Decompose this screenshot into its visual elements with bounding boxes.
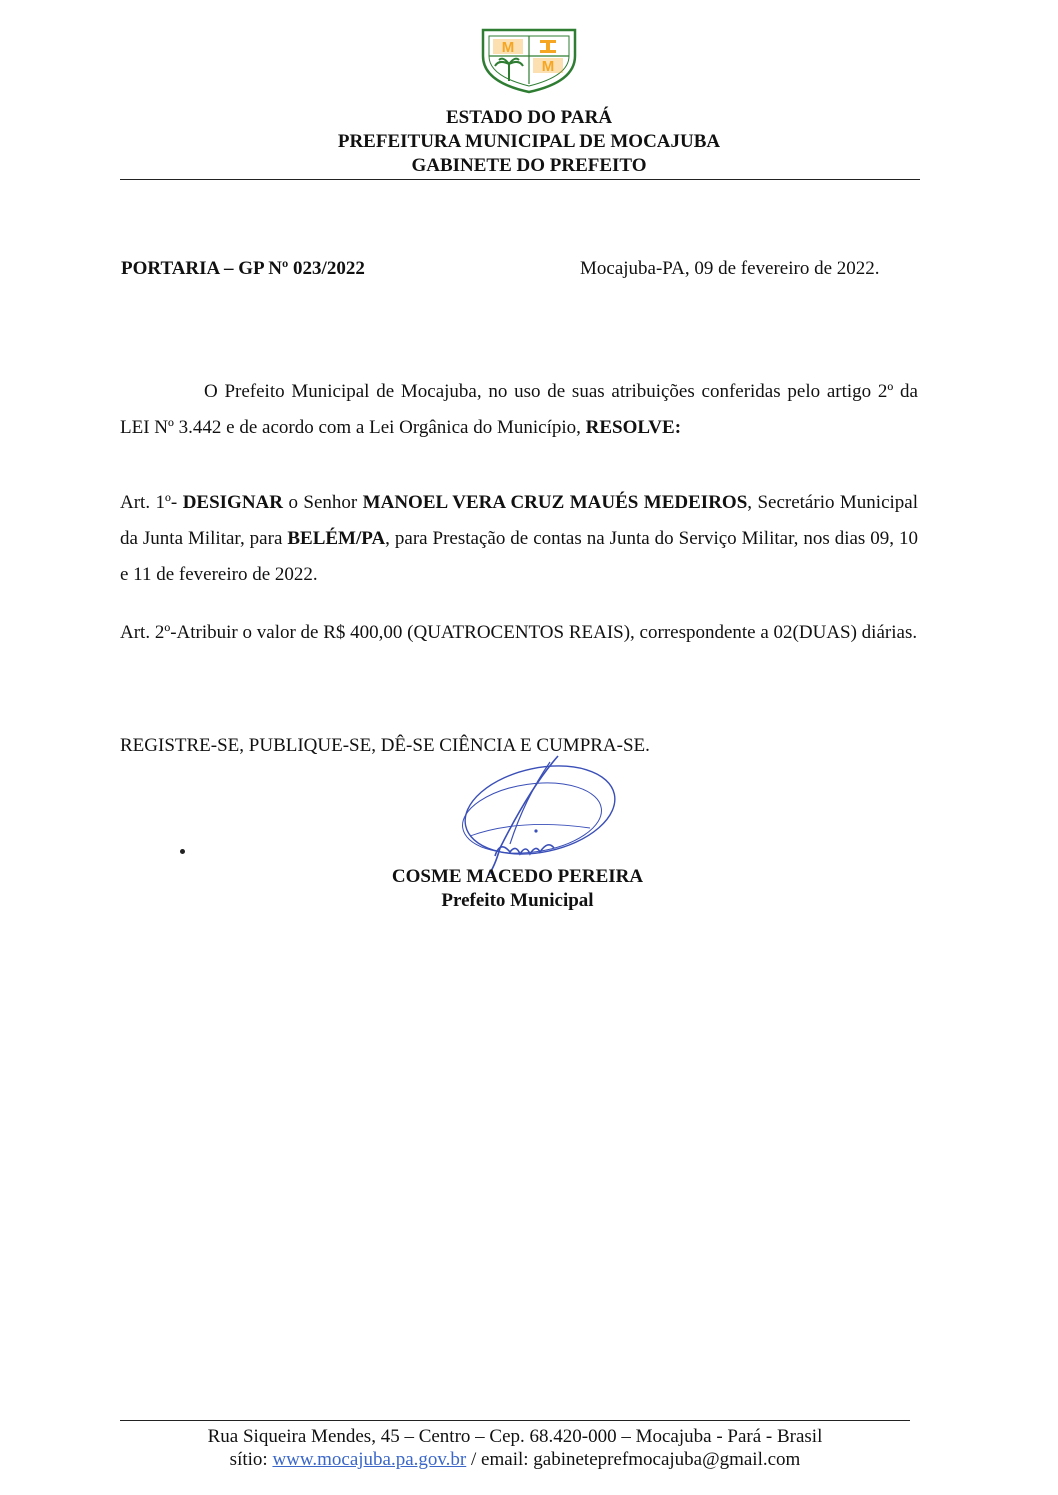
- site-label: sítio:: [229, 1449, 273, 1470]
- ink-speck: [180, 849, 185, 854]
- header-divider: [120, 179, 920, 180]
- document-date: Mocajuba-PA, 09 de fevereiro de 2022.: [580, 258, 880, 279]
- website-link[interactable]: www.mocajuba.pa.gov.br: [272, 1449, 467, 1470]
- signatory-role: Prefeito Municipal: [441, 890, 594, 911]
- article-1: [120, 485, 918, 593]
- footer-address: Rua Siqueira Mendes, 45 – Centro – Cep. 68.420-000 – Mocajuba - Pará - Brasil: [207, 1426, 823, 1447]
- intro-paragraph: [120, 374, 918, 446]
- header-state: ESTADO DO PARÁ: [445, 107, 613, 128]
- crest-letter-bottom: M: [541, 58, 555, 75]
- crest-letter-top: M: [501, 39, 515, 56]
- email-address: gabineteprefmocajuba@gmail.com: [533, 1449, 801, 1470]
- handwritten-signature: [440, 748, 620, 878]
- article-1-text-c: , para Prestação de contas na Junta do Serviço Militar, nos dias 09, 10 e 11 de fevereiro de 2022.: [120, 528, 918, 585]
- document-number: PORTARIA – GP Nº 023/2022: [121, 258, 365, 279]
- resolve-keyword: RESOLVE:: [585, 417, 682, 438]
- closing-statement: REGISTRE-SE, PUBLIQUE-SE, DÊ-SE CIÊNCIA E CUMPRA-SE.: [120, 735, 650, 756]
- article-2: Art. 2º-Atribuir o valor de R$ 400,00 (QUATROCENTOS REAIS), correspondente a 02(DUAS) diárias.: [120, 622, 918, 643]
- header-prefecture: PREFEITURA MUNICIPAL DE MOCAJUBA: [337, 131, 721, 152]
- intro-text: O Prefeito Municipal de Mocajuba, no uso de suas atribuições conferidas pelo artigo 2º da LEI Nº 3.442 e de acordo com a Lei Orgânica do Município,: [120, 381, 918, 438]
- article-1-text-b: , Secretário Municipal da Junta Militar, para: [120, 492, 919, 549]
- footer-contact: [0, 1449, 1030, 1471]
- signatory-name: COSME MACEDO PEREIRA: [391, 866, 644, 887]
- article-1-verb: DESIGNAR: [182, 492, 283, 513]
- header-office: GABINETE DO PREFEITO: [411, 155, 647, 176]
- footer-divider: [120, 1420, 910, 1421]
- email-label: / email:: [466, 1449, 534, 1470]
- article-1-prefix: Art. 1º-: [120, 492, 183, 513]
- article-1-text-a: o Senhor: [283, 492, 363, 513]
- destination: BELÉM/PA: [287, 528, 386, 549]
- designated-person-name: MANOEL VERA CRUZ MAUÉS MEDEIROS: [362, 492, 748, 513]
- municipal-crest-logo: [477, 26, 581, 94]
